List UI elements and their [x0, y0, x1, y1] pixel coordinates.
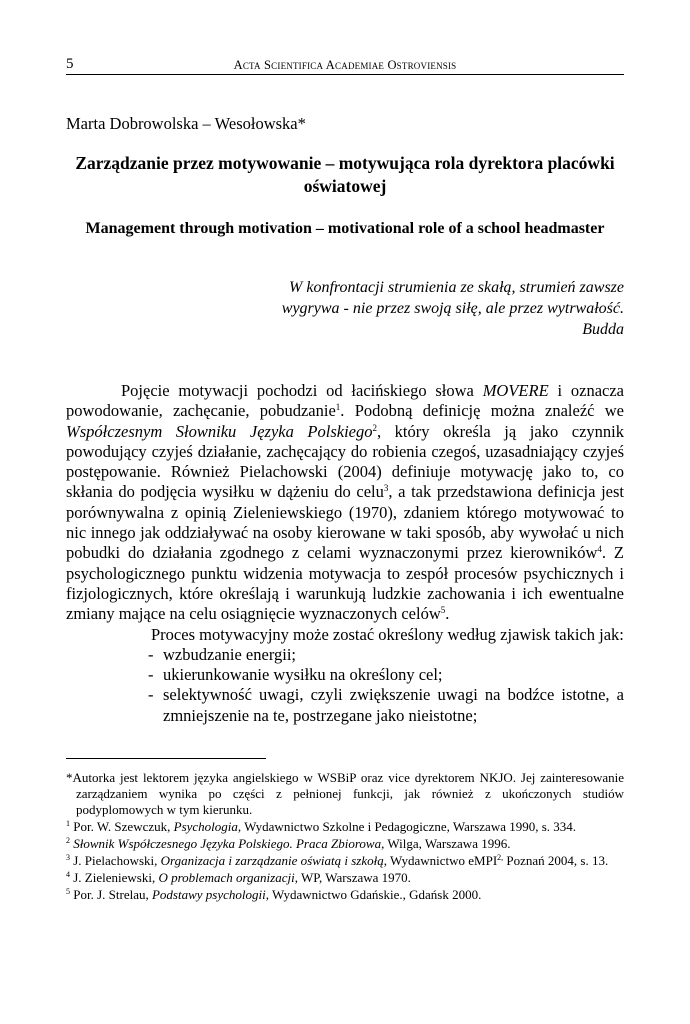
author-name: Marta Dobrowolska – Wesołowska* — [66, 114, 306, 133]
footnote: $^2$ Słownik Współczesnego Języka Polskiego. Praca Zbiorowa, Wilga, Warszawa 1996. — [66, 836, 511, 851]
running-header — [66, 56, 624, 75]
footnote: $^5$ Por. J. Strelau, Podstawy psychologii, Wydawnictwo Gdańskie., Gdańsk 2000. — [66, 887, 482, 902]
footnote: *Autorka jest lektorem języka angielskiego w WSBiP oraz vice dyrektorem NKJO. Jej zainteresowanie zarządzaniem wynika po części z pełnionej funkcji, jak również z ukończonych studiów podyplomowych w tym kierunku. — [66, 770, 624, 817]
footnote-divider — [66, 758, 266, 759]
footnote-ref[interactable]: 1 — [335, 402, 341, 413]
list-item: - wzbudzanie energii; — [148, 644, 297, 664]
footnote-ref[interactable]: 3 — [383, 483, 389, 494]
paragraph: Pojęcie motywacji pochodzi od łacińskiego słowa MOVERE i oznacza powodowanie, zachęcanie, pobudzanie$^1$. Podobną definicję można znaleźć we Współczesnym Słowniku Języka Polskiego$^2$, który określa ją jako czynnik powodujący czyjeś działanie, zachęcający do robienia czegoś, uzasadniający czyjeś postępowanie. Również Pielachowski (2004) definiuje motywację jako to, co skłania do podjęcia wysiłku w dążeniu do celu$^3$, a tak przedstawiona definicja jest porównywalna z opinią Zieleniewskiego (1970), zdaniem którego motywować to nic innego jak oddziaływać na osoby kierowane w taki sposób, aby wywołać u nich pobudki do działania zgodnego z celami wyznaczonymi przez kierowników$^4$. Z psychologicznego punktu widzenia motywacja to zespół procesów psychicznych i fizjologicznych, które określają i warunkują ludzkie zachowania i ich ewentualne zmiany mające na celu osiągnięcie wyznaczonych celów$^5$. — [66, 381, 625, 624]
footnote-number: 5 — [66, 887, 70, 896]
paragraph: Proces motywacyjny może zostać określony według zjawisk takich jak: — [151, 624, 624, 644]
journal-title: Acta Scientifica Academiae Ostroviensis — [233, 58, 457, 72]
footnote-number: 2 — [66, 836, 70, 845]
dash-marker: - — [148, 685, 154, 705]
latin-term: MOVERE — [482, 381, 549, 400]
dash-marker: - — [148, 665, 154, 685]
footnote-number: 1 — [66, 819, 70, 828]
footnote-ref[interactable]: 5 — [440, 605, 446, 616]
footnote-number: 3 — [66, 853, 70, 862]
article-title-polish: Zarządzanie przez motywowanie – motywująca rola dyrektora placówki oświatowej — [75, 153, 615, 196]
list-item: - ukierunkowanie wysiłku na określony cel; — [148, 665, 443, 685]
footnote-number: 4 — [66, 870, 70, 879]
body-text — [66, 381, 624, 726]
footnote: $^1$ Por. W. Szewczuk, Psychologia, Wydawnictwo Szkolne i Pedagogiczne, Warszawa 1990, s. 334. — [66, 819, 577, 834]
epigraph — [150, 277, 624, 340]
article-title-english: Management through motivation – motivational role of a school headmaster — [85, 220, 605, 237]
footnotes — [66, 770, 624, 904]
footnote-ref[interactable]: 2 — [372, 422, 377, 433]
dictionary-title: Współczesnym Słowniku Języka Polskiego — [66, 421, 373, 441]
dash-marker: - — [148, 644, 154, 664]
list-item: - selektywność uwagi, czyli zwiększenie uwagi na bodźce istotne, a zmniejszenie na te, postrzegane jako nieistotne; — [148, 685, 624, 725]
epigraph-attribution: Budda — [582, 321, 624, 338]
footnote-ref[interactable]: 4 — [597, 544, 602, 555]
page-number: 5 — [66, 56, 74, 72]
footnote: $^3$ J. Pielachowski, Organizacja i zarządzanie oświatą i szkołą, Wydawnictwo eMPI$^{2,}$ Poznań 2004, s. 13. — [66, 853, 609, 868]
epigraph-line: W konfrontacji strumienia ze skałą, strumień zawsze — [289, 279, 624, 296]
epigraph-line: wygrywa - nie przez swoją siłę, ale przez wytrwałość. — [281, 300, 624, 317]
bullet-list — [66, 645, 624, 726]
footnote: $^4$ J. Zieleniewski, O problemach organizacji, WP, Warszawa 1970. — [66, 870, 411, 885]
